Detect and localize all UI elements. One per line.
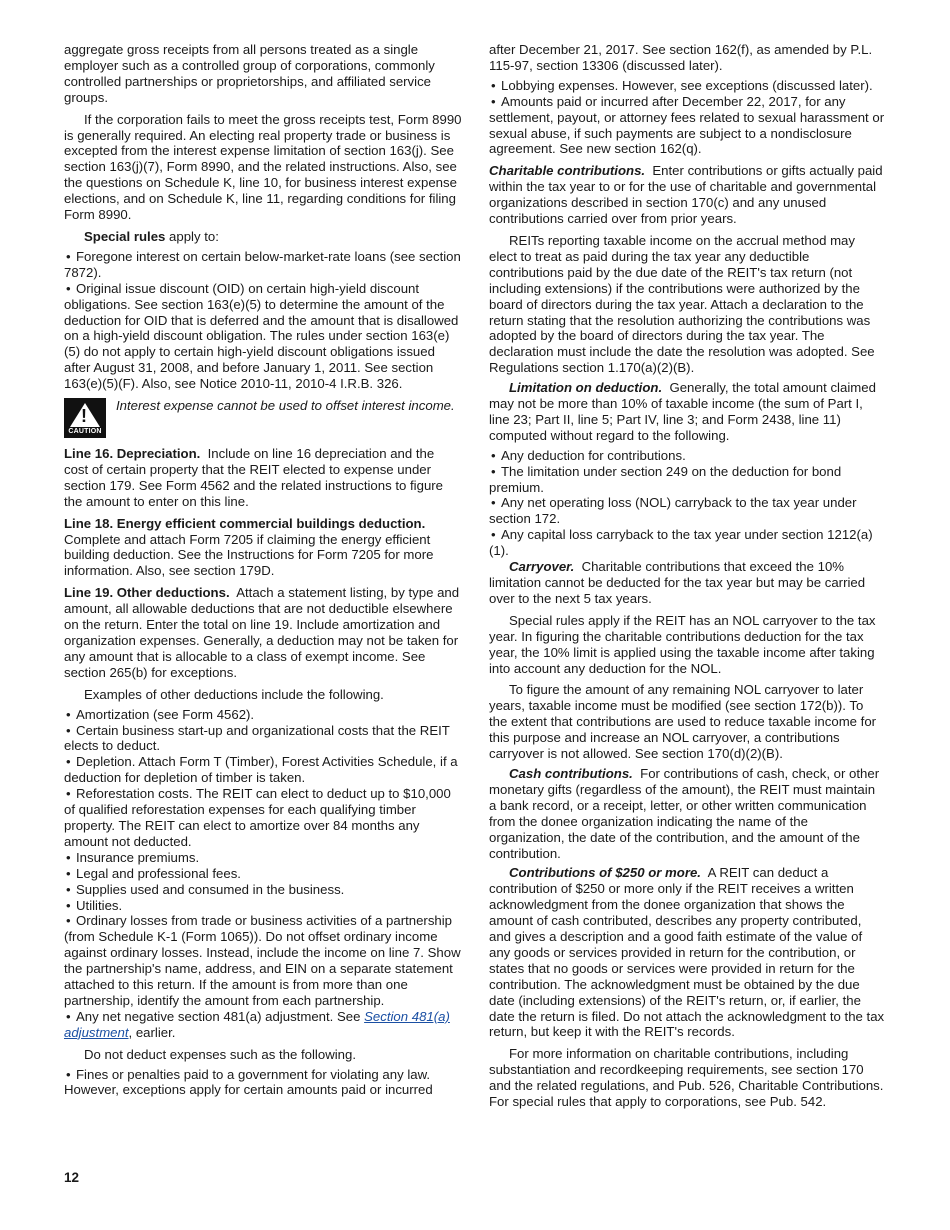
carryover-text: Charitable contributions that exceed the 10% limitation cannot be deducted for the tax year but may be carried over to the next 5 tax years. [489,559,866,606]
line-19-text: Attach a statement listing, by type and amount, all allowable deductions that are not deductible elsewhere on the return. Enter the total on line 19. Include amortization and organization expenses. Generally, a deduction may not be taken for any amount that is allocable to a class of exempt income. See section 265(b) for exceptions. [64,585,460,680]
charitable-heading [489,163,645,178]
cash-contributions-heading: Cash contributions. [509,765,633,781]
paragraph: For more information on charitable contributions, including substantiation and recordkeeping requirements, see section 170 and the related regulations, and Pub. 526, Charitable Contributions. For special rules that apply to corporations, see Pub. 542. [489,1046,884,1110]
line-19-heading: Line 19. Other deductions. [64,585,230,601]
left-column [64,42,462,1098]
paragraph: after December 21, 2017. See section 162(f), as amended by P.L. 115-97, section 13306 (discussed later). [489,42,873,73]
caution-icon: ! CAUTION [64,398,106,438]
paragraph: To figure the amount of any remaining NOL carryover to later years, taxable income must be modified (see section 172(b)). To the extent that contributions are used to reduce taxable income for this purpose and increase an NOL carryover, a contributions carryover is not allowed. See section 170(d)(2)(B). [489,682,877,762]
caution-note [64,398,462,438]
list-item: • Any net operating loss (NOL) carryback to the tax year under section 172. [489,495,885,527]
list-item: • Lobbying expenses. However, see exceptions (discussed later). [489,78,885,94]
line-16-section [64,446,462,510]
caution-label: CAUTION [68,428,102,436]
list-item: • Reforestation costs. The REIT can elect to deduct up to $10,000 of qualified reforestation expenses for each qualifying timber property. The REIT can elect to amortize over 84 months any amount not deducted. [64,786,462,850]
line-18-heading: Line 18. Energy efficient commercial buildings deduction. [64,515,426,531]
section-481a-link[interactable]: Section 481(a) adjustment [64,1008,450,1040]
carryover-heading: Carryover. [509,559,575,575]
list-item: • Legal and professional fees. [64,866,462,882]
line-18-text: Complete and attach Form 7205 if claiming the energy efficient building deduction. See the Instructions for Form 7205 for more information. Also, see section 179D. [64,531,434,579]
examples-intro: Examples of other deductions include the following. [84,686,384,702]
special-rules-text: apply to: [165,228,219,244]
list-item: • Foregone interest on certain below-market-rate loans (see section 7872). [64,249,462,281]
list-item: • Supplies used and consumed in the business. [64,882,462,898]
list-item: • Amounts paid or incurred after December 22, 2017, for any settlement, payout, or attorney fees related to sexual harassment or sexual abuse, if such payments are subject to a nondisclosure agreement. See new section 162(q). [489,94,885,158]
charitable-text: Enter contributions or gifts actually paid within the tax year to or for the use of charitable and governmental organizations described in section 170(c) and any unused contributions carried over from prior years. [489,163,883,227]
paragraph: If the corporation fails to meet the gross receipts test, Form 8990 is generally required. An electing real property trade or business is excepted from the interest expense limitation of section 163(j). See section 163(j)(7), Form 8990, and the related instructions. Also, see the questions on Schedule K, line 10, for business interest expense elections, and on Schedule K, line 11, regarding conditions for filing Form 8990. [64,111,462,223]
special-rules-heading: Special rules [84,228,166,244]
list-item: • Ordinary losses from trade or business activities of a partnership (from Schedule K-1 (Form 1065)). Do not offset ordinary income against ordinary losses. Instead, include the income on line 7. Show the partnership's name, address, and EIN on a separate statement attached to this return. If the amount is from more than one partnership, identify the amount from each partnership. [64,913,462,1008]
list-item: • Any capital loss carryback to the tax year under section 1212(a)(1). [489,527,885,559]
line-16-text: Include on line 16 depreciation and the cost of certain property that the REIT elected to expense under section 179. See Form 4562 and the related instructions to figure the amount to enter on this line. [64,446,443,509]
paragraph: aggregate gross receipts from all persons treated as a single employer such as a controlled group of corporations, commonly controlled partnerships or proprietorships, and affiliated service groups. [64,42,435,105]
charitable-section [489,163,885,227]
page-number: 12 [64,1170,80,1185]
list-item: • The limitation under section 249 on the deduction for bond premium. [489,464,885,496]
paragraph: Special rules apply if the REIT has an NOL carryover to the tax year. In figuring the charitable contributions deduction for the tax year, the 10% limit is applied using the taxable income after taking into account any deduction for the NOL. [489,612,876,676]
list-item: • Fines or penalties paid to a government for violating any law. However, exceptions apply for certain amounts paid or incurred [64,1067,462,1099]
special-rules-intro [64,229,462,245]
cash-contributions-text: For contributions of cash, check, or other monetary gifts (regardless of the amount), the REIT must maintain a bank record, or a receipt, letter, or other written communication from the donee organization indicating the name of the organization, the date of the contribution, and the amount of the contribution. [489,765,880,861]
cash-contributions-section [489,766,885,861]
dont-deduct-intro: Do not deduct expenses such as the following. [84,1046,356,1062]
list-item: • Insurance premiums. [64,850,462,866]
line-19-section [64,585,462,680]
list-item: • Certain business start-up and organizational costs that the REIT elects to deduct. [64,723,462,755]
list-item: • Utilities. [64,898,462,914]
list-item: • Amortization (see Form 4562). [64,707,462,723]
line-16-heading: Line 16. Depreciation. [64,446,201,462]
contributions-250-section [489,865,885,1040]
list-item: • Original issue discount (OID) on certain high-yield discount obligations. See section 163(e)(5) to determine the amount of the deduction for OID that is deferred and the amount that is disallowed on a high-yield discount obligation. The rules under section 163(e)(5) do not apply to certain high-yield discount obligations issued after August 31, 2008, and before January 1, 2011. See section 163(e)(5)(F). Also, see Notice 2010-11, 2010-4 I.R.B. 326. [64,281,462,392]
list-item: • Depletion. Attach Form T (Timber), Forest Activities Schedule, if a deduction for depletion of timber is taken. [64,754,462,786]
contributions-250-text: A REIT can deduct a contribution of $250 or more only if the REIT receives a written acknowledgment from the donee organization that shows the amount of cash contributed, describes any property contributed, and gives a description and a good faith estimate of the value of any goods or services provided in return for the contribution, or states that no goods or services were provided in return for the contribution. The acknowledgment must be obtained by the due date (including extensions) of the REIT's return, or, if earlier, the date the return is filed. Do not attach the acknowledgment to the tax return, but keep it with the REIT's records. [489,865,885,1040]
caution-text: Interest expense cannot be used to offset interest income. [116,398,455,414]
carryover-section [489,559,885,607]
list-item: • Any deduction for contributions. [489,448,885,464]
charitable-heading-text: Charitable contributions. [489,163,646,179]
limitation-text: Generally, the total amount claimed may not be more than 10% of taxable income (the sum of Part I, line 23; Part II, line 5; Part IV, line 3; and Form 2438, line 11) computed without regard to the following. [489,380,876,443]
list-item-text: Any net negative section 481(a) adjustment. See [76,1008,365,1024]
list-item-text: , earlier. [128,1024,176,1040]
limitation-section [489,380,885,444]
limitation-heading: Limitation on deduction. [509,380,663,396]
paragraph: REITs reporting taxable income on the accrual method may elect to treat as paid during the tax year any deductible contributions paid by the due date of the REIT's tax return (not including extensions) if the contributions were authorized by the board of directors during the tax year. Attach a declaration to the return stating that the resolution authorizing the contributions was adopted by the board of directors during the tax year. The declaration must include the date the resolution was adopted. See Regulations section 1.170(a)(2)(B). [489,232,875,376]
line-18-section [64,516,462,580]
list-item [64,1009,462,1041]
contributions-250-heading: Contributions of $250 or more. [509,865,701,881]
right-column [489,42,885,1114]
